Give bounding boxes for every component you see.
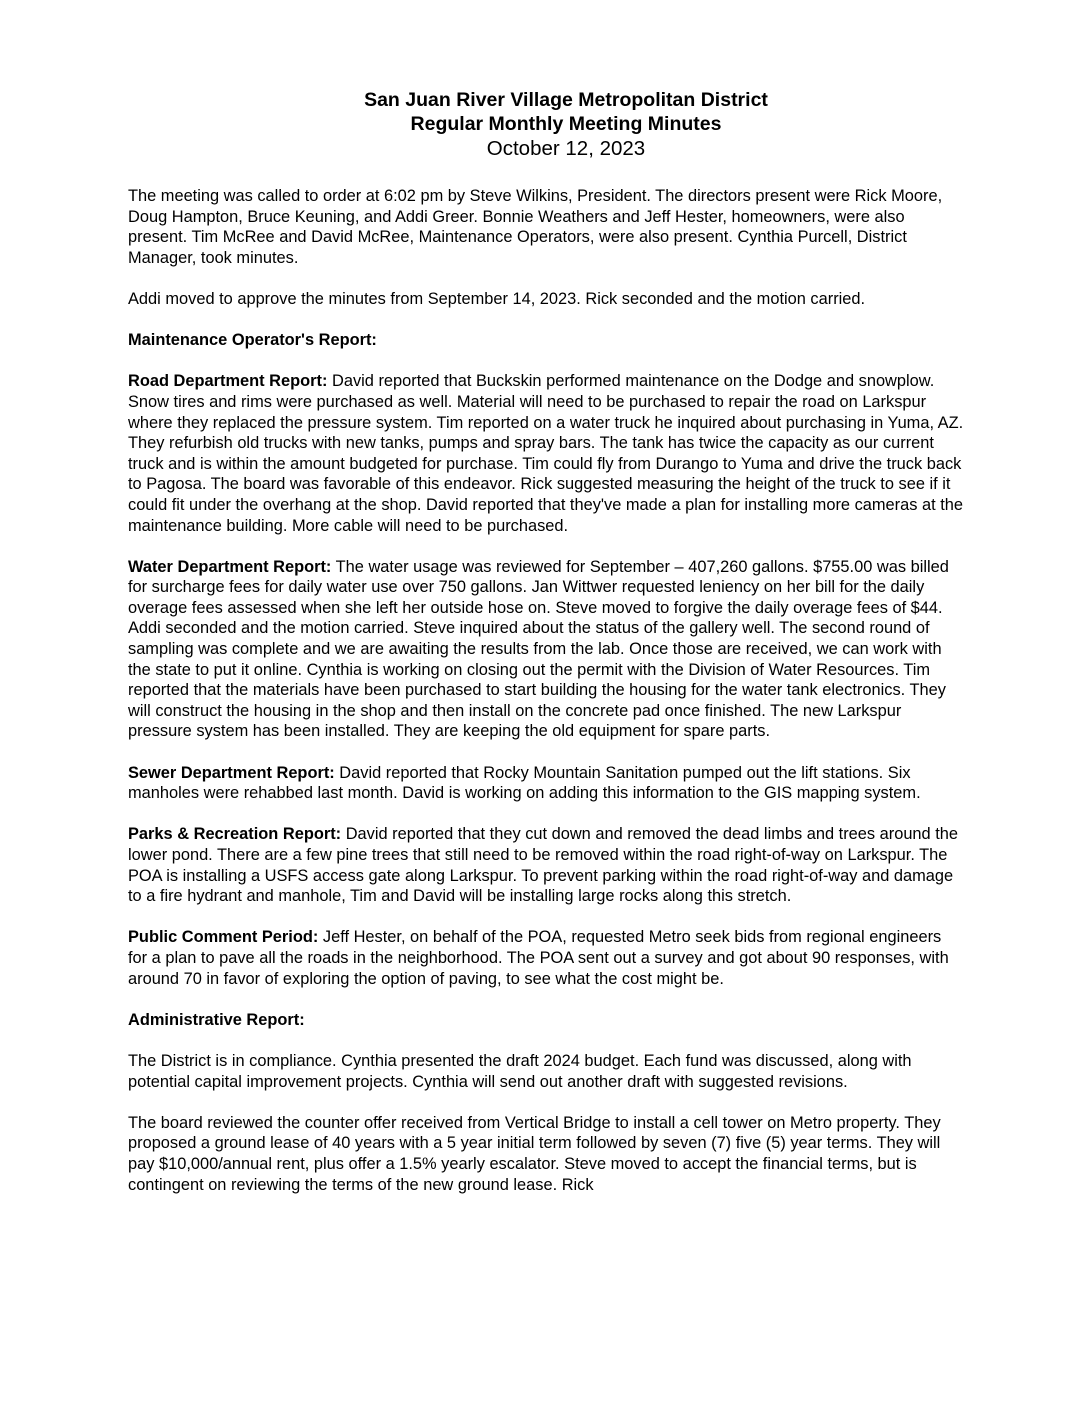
meeting-date: October 12, 2023: [486, 137, 646, 160]
parks-recreation-section: [128, 824, 964, 906]
sewer-department-label: Sewer Department Report:: [128, 763, 335, 782]
sewer-department-section: [128, 763, 964, 804]
public-comment-label: Public Comment Period:: [128, 928, 319, 947]
parks-recreation-text: David reported that they cut down and removed the dead limbs and trees around the lower pond. There are a few pine trees that still need to be removed within the road right-of-way on Larkspur. The POA is installing a USFS access gate along Larkspur. To prevent parking within the road right-of-way and damage to a fire hydrant and manhole, Tim and David will be installing large rocks along this stretch.: [128, 825, 959, 906]
road-department-label: Road Department Report:: [128, 372, 328, 391]
water-department-label: Water Department Report:: [128, 557, 332, 576]
administrative-report-heading: Administrative Report:: [128, 1010, 305, 1029]
district-name: San Juan River Village Metropolitan District: [364, 89, 768, 111]
parks-recreation-label: Parks & Recreation Report:: [128, 825, 342, 844]
document-header: [168, 88, 964, 162]
public-comment-section: [128, 927, 964, 989]
intro-paragraph: The meeting was called to order at 6:02 pm by Steve Wilkins, President. The directors present were Rick Moore, Doug Hampton, Bruce Keuning, and Addi Greer. Bonnie Weathers and Jeff Hester, homeowners, were also present. Tim McRee and David McRee, Maintenance Operators, were also present. Cynthia Purcell, District Manager, took minutes.: [128, 187, 943, 267]
road-department-section: [128, 371, 964, 536]
administrative-paragraph-2: The board reviewed the counter offer received from Vertical Bridge to install a cell tower on Metro property. They proposed a ground lease of 40 years with a 5 year initial term followed by seven (7) five (5) year terms. They will pay $10,000/annual rent, plus offer a 1.5% yearly escalator. Steve moved to accept the financial terms, but is contingent on reviewing the terms of the new ground lease. Rick: [128, 1113, 941, 1194]
water-department-text: The water usage was reviewed for September – 407,260 gallons. $755.00 was billed for surcharge fees for daily water use over 750 gallons. Jan Wittwer requested leniency on her bill for the daily overage fees assessed when she left her outside hose on. Steve moved to forgive the daily overage fees of $44. Addi seconded and the motion carried. Steve inquired about the status of the gallery well. The second round of sampling was complete and we are awaiting the results from the lab. Once those are received, we can work with the state to put it online. Cynthia is working on closing out the permit with the Division of Water Resources. Tim reported that the materials have been purchased to start building the housing for the water tank electronics. They will construct the housing in the shop and then install on the concrete pad once finished. The new Larkspur pressure system has been installed. They are keeping the old equipment for spare parts.: [128, 557, 949, 741]
document-title: Regular Monthly Meeting Minutes: [410, 113, 722, 135]
sewer-department-text: David reported that Rocky Mountain Sanitation pumped out the lift stations. Six manholes were rehabbed last month. David is working on adding this information to the GIS mapping system.: [128, 763, 921, 803]
public-comment-text: Jeff Hester, on behalf of the POA, requested Metro seek bids from regional engineers for a plan to pave all the roads in the neighborhood. The POA sent out a survey and got about 90 responses, with around 70 in favor of exploring the option of paving, to see what the cost might be.: [128, 928, 949, 988]
maintenance-report-heading: Maintenance Operator's Report:: [128, 331, 377, 350]
road-department-text: David reported that Buckskin performed maintenance on the Dodge and snowplow. Snow tires and rims were purchased as well. Material will need to be purchased to repair the road on Larkspur where they replaced the pressure system. Tim reported on a water truck he inquired about purchasing in Yuma, AZ. They refurbish old trucks with new tanks, pumps and spray bars. The tank has twice the capacity as our current truck and is within the amount budgeted for purchase. Tim could fly from Durango to Yuma and drive the truck back to Pagosa. The board was favorable of this endeavor. Rick suggested measuring the height of the truck to see if it could fit under the overhang at the shop. David reported that they've made a plan for installing more cameras at the maintenance building. More cable will need to be purchased.: [128, 372, 964, 535]
minutes-approval-paragraph: Addi moved to approve the minutes from September 14, 2023. Rick seconded and the motion carried.: [128, 289, 866, 308]
water-department-section: [128, 557, 964, 742]
document-page: [128, 88, 964, 1195]
administrative-paragraph-1: The District is in compliance. Cynthia presented the draft 2024 budget. Each fund was discussed, along with potential capital improvement projects. Cynthia will send out another draft with suggested revisions.: [128, 1051, 912, 1091]
